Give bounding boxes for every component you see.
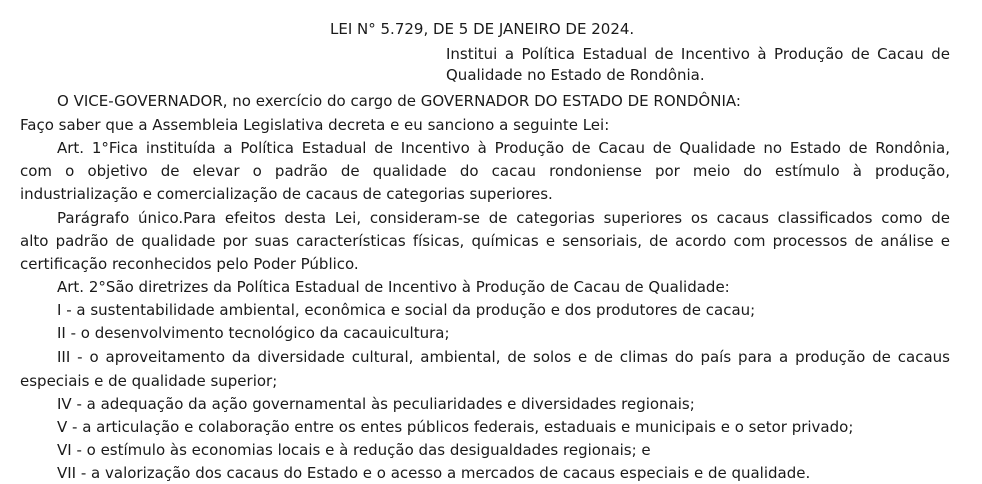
preamble-line-2: Faço saber que a Assembleia Legislativa decreta e eu sanciono a seguinte Lei: bbox=[20, 116, 610, 134]
preamble-line-1: O VICE-GOVERNADOR, no exercício do cargo de GOVERNADOR DO ESTADO DE RONDÔNIA: bbox=[57, 92, 741, 110]
inciso-i: I - a sustentabilidade ambiental, econômica e social da produção e dos produtores de cacau; bbox=[57, 301, 756, 319]
art1-line-3: industrialização e comercialização de cacaus de categorias superiores. bbox=[20, 185, 553, 203]
art2-line: Art. 2°São diretrizes da Política Estadual de Incentivo à Produção de Cacau de Qualidade: bbox=[57, 278, 730, 296]
art1-line-1: Art. 1°Fica instituída a Política Estadual de Incentivo à Produção de Cacau de Qualidade no Estado de Rondônia, bbox=[57, 139, 950, 157]
law-title: LEI N° 5.729, DE 5 DE JANEIRO DE 2024. bbox=[330, 20, 635, 38]
paragrafo-line-3: certificação reconhecidos pelo Poder Público. bbox=[20, 255, 359, 273]
inciso-vi: VI - o estímulo às economias locais e à redução das desigualdades regionais; e bbox=[57, 441, 651, 459]
paragrafo-line-1: Parágrafo único.Para efeitos desta Lei, consideram-se de categorias superiores os cacaus classificados como de bbox=[57, 209, 950, 227]
art1-line-2: com o objetivo de elevar o padrão de qualidade do cacau rondoniense por meio do estímulo à produção, bbox=[20, 162, 950, 180]
inciso-iii-line-1: III - o aproveitamento da diversidade cultural, ambiental, de solos e de climas do país para a produção de cacaus bbox=[57, 348, 950, 366]
ementa-line-1: Institui a Política Estadual de Incentivo à Produção de Cacau de bbox=[446, 45, 950, 63]
inciso-v: V - a articulação e colaboração entre os entes públicos federais, estaduais e municipais e o setor privado; bbox=[57, 418, 854, 436]
paragrafo-line-2: alto padrão de qualidade por suas características físicas, químicas e sensoriais, de acordo com processos de análise e bbox=[20, 232, 950, 250]
inciso-ii: II - o desenvolvimento tecnológico da cacauicultura; bbox=[57, 324, 450, 342]
inciso-vii: VII - a valorização dos cacaus do Estado e o acesso a mercados de cacaus especiais e de qualidade. bbox=[57, 464, 811, 482]
inciso-iv: IV - a adequação da ação governamental às peculiaridades e diversidades regionais; bbox=[57, 395, 695, 413]
inciso-iii-line-2: especiais e de qualidade superior; bbox=[20, 372, 278, 390]
ementa-line-2: Qualidade no Estado de Rondônia. bbox=[446, 66, 705, 84]
